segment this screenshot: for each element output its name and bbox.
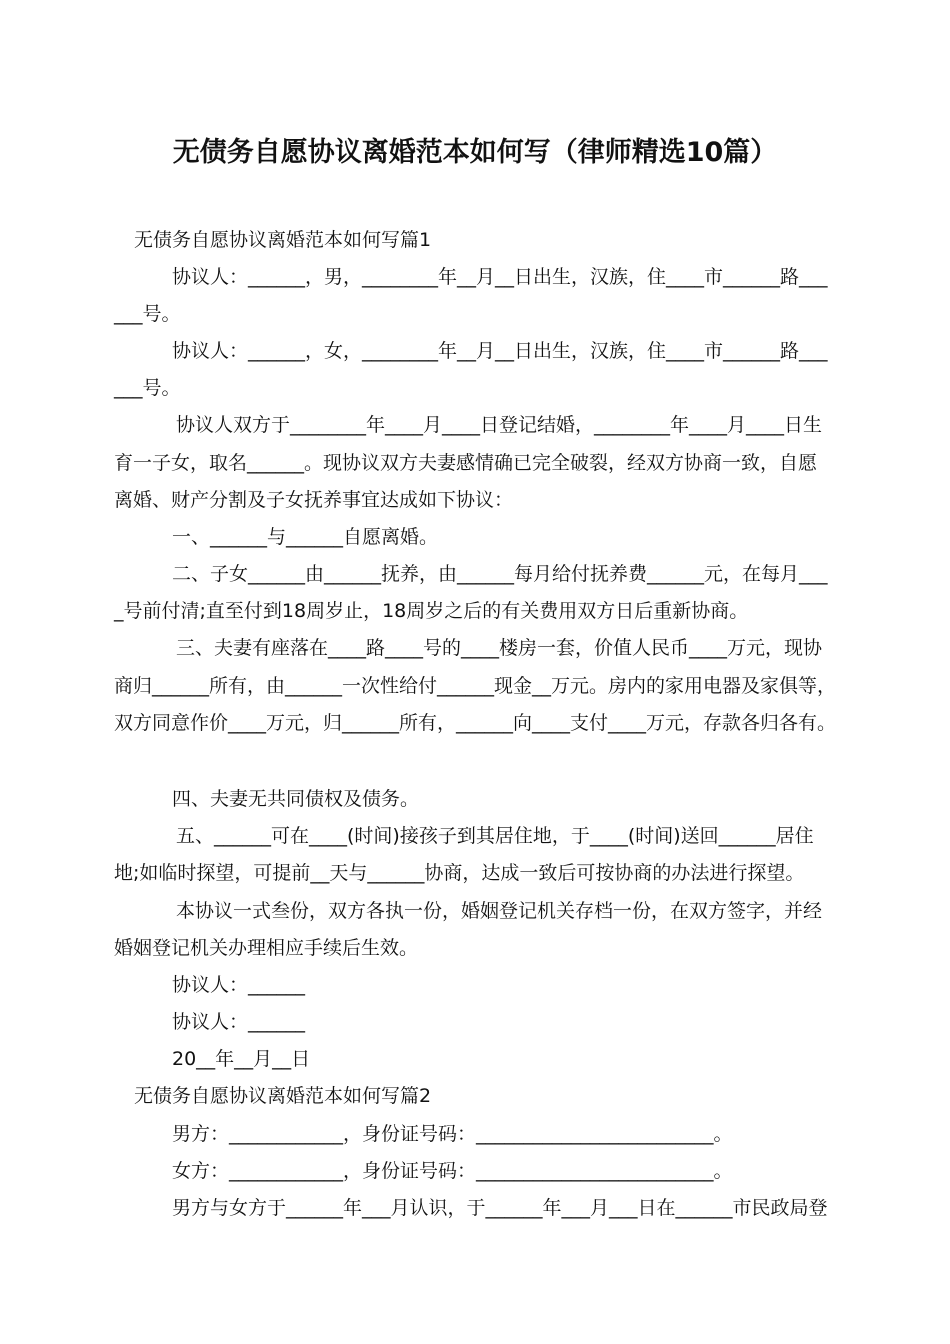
signature-date: 20__年__月__日 — [172, 1048, 311, 1070]
clause1: 一、______与______自愿离婚。 — [172, 526, 439, 548]
closing-line2: 婚姻登记机关办理相应手续后生效。 — [114, 937, 419, 959]
clause5-line2: 地;如临时探望，可提前__天与______协商，达成一致后可按协商的办法进行探望。 — [114, 862, 805, 884]
section2-heading: 无债务自愿协议离婚范本如何写篇2 — [134, 1085, 432, 1107]
clause3-line2: 商归______所有，由______一次性给付______现金__万元。房内的家用电器及家俱等， — [114, 675, 837, 697]
party2-line1: 协议人：______，女，________年__月__日出生，汉族，住____市______路___ — [172, 340, 828, 362]
clause2-line2: _号前付清;直至付到18周岁止，18周岁之后的有关费用双方日后重新协商。 — [114, 600, 749, 622]
signature-party2: 协议人：______ — [172, 1011, 306, 1033]
intro-line3: 离婚、财产分割及子女抚养事宜达成如下协议： — [114, 489, 514, 511]
intro-line2: 育一子女，取名______。现协议双方夫妻感情确已完全破裂，经双方协商一致，自愿 — [114, 452, 818, 474]
clause4: 四、夫妻无共同债权及债务。 — [172, 788, 420, 810]
clause5-line1: 五、______可在____(时间)接孩子到其居住地，于____(时间)送回______居住 — [176, 825, 814, 847]
signature-party1: 协议人：______ — [172, 974, 306, 996]
party2-line2: ___号。 — [114, 377, 181, 399]
party1-line2: ___号。 — [114, 303, 181, 325]
clause3-line1: 三、夫妻有座落在____路____号的____楼房一套，价值人民币____万元，现协 — [176, 637, 823, 659]
document-title: 无债务自愿协议离婚范本如何写（律师精选10篇） — [172, 137, 778, 168]
intro-line1: 协议人双方于________年____月____日登记结婚，________年____月____日生 — [176, 414, 823, 436]
section2-intro-line1: 男方与女方于______年___月认识，于______年___月___日在______市民政局登 — [172, 1197, 828, 1219]
closing-line1: 本协议一式叁份，双方各执一份，婚姻登记机关存档一份，在双方签字，并经 — [176, 900, 823, 922]
male-party-line: 男方：____________，身份证号码：_________________________。 — [172, 1123, 733, 1145]
female-party-line: 女方：____________，身份证号码：_________________________。 — [172, 1160, 733, 1182]
party1-line1: 协议人：______，男，________年__月__日出生，汉族，住____市______路___ — [172, 266, 828, 288]
section1-heading: 无债务自愿协议离婚范本如何写篇1 — [134, 229, 432, 251]
clause3-line3: 双方同意作价____万元，归______所有，______向____支付____万元，存款各归各有。 — [114, 712, 837, 734]
clause2-line1: 二、子女______由______抚养，由______每月给付抚养费______元，在每月___ — [172, 563, 828, 585]
